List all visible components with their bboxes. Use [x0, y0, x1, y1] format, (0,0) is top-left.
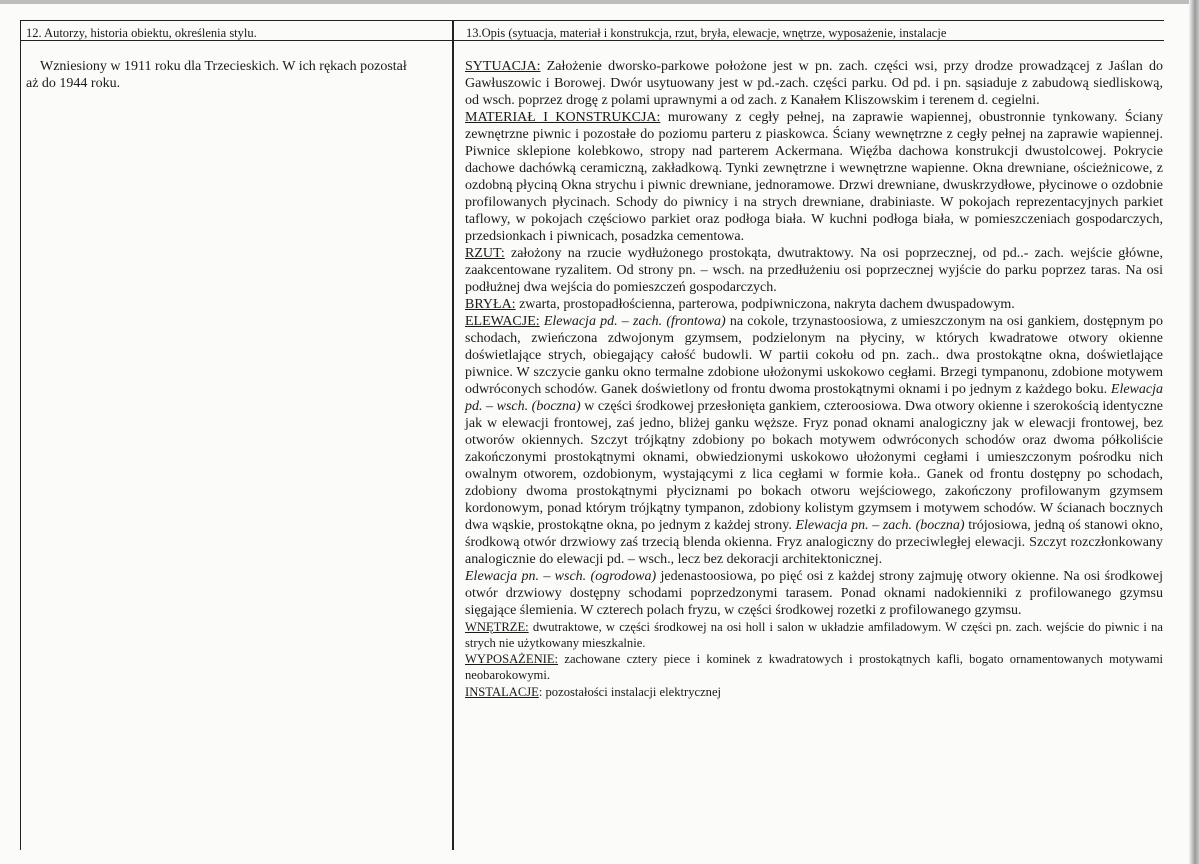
instalacje-text: : pozostałości instalacji elektrycznej: [538, 685, 722, 699]
header-bottom-rule: [20, 40, 1164, 41]
instalacje-paragraph: [465, 684, 1163, 700]
rzut-label: RZUT:: [465, 246, 505, 261]
elewacje-label: ELEWACJE:: [465, 314, 540, 329]
elewacja-side2-title: Elewacja pn. – zach. (boczna): [791, 518, 965, 533]
elewacja-side-title: Elewacja pd. – wsch. (boczna): [465, 382, 1163, 414]
bryla-label: BRYŁA:: [465, 297, 516, 312]
elewacja-garden-title: Elewacja pn. – wsch. (ogrodowa): [465, 569, 657, 584]
wnetrze-paragraph: [465, 619, 1163, 651]
elewacja-garden-paragraph: [465, 568, 1163, 619]
elewacja-side2-text: trójosiowa, jedną oś stanowi okno, środkową otwór drzwiowy zaś trzecią blenda okienna. Fryz analogiczny do przeciwległej elewacji. Szczyt rozczłonkowany analogicznie do elewacji pd. – wsch., lecz bez dekoracji architektonicznej.: [465, 518, 1164, 567]
description-body: [465, 58, 1163, 700]
table-left-rule: [20, 20, 21, 850]
elewacja-side-text: w części środkowej przesłonięta gankiem, czteroosiowa. Dwa otwory okienne i szerokością identyczne jak w elewacji frontowej, zaś jedno, bliżej ganku węższe. Fryz ponad oknami analogiczny jak w elewacji frontowej, bez otworów okiennych. Szczyt trójkątny zdobiony po bokach motywem odwróconych schodów oraz dwoma półkoliście zakończonymi prostokątnymi oknami, obwiedzionymi uskokowo ułożonymi cegłami i umieszczonym pośrodku nich owalnym otworem, ozdobionym, wystającymi z lica cegłami w formie koła.. Ganek od frontu dostępny po schodach, zdobiony dwoma prostokątnymi płyciznami po bokach otworu wejściowego, zakończony profilowanym gzymsem kordonowym, ponad którym trójkątny tympanon, zdobiony kolistym gzymsem i motywem schodów. W ścianach bocznych dwa wąskie, prostokątne okna, po jednym z każdej strony.: [465, 399, 1163, 533]
sytuacja-text: Założenie dworsko-parkowe położone jest w pn. zach. części wsi, przy drodze prowadzącej z Jaślan do Gawłuszowic i Borowej. Dwór usytuowany jest w pd.-zach. części parku. Od pd. i pn. sąsiaduje z zabudową siedliskową, od wsch. poprzez drogę z polami uprawnymi a od zach. z Kanałem Kliszowskim i terenem d. cegielni.: [465, 59, 1163, 108]
column-divider-rule: [452, 20, 454, 850]
elewacje-paragraph: [465, 313, 1163, 568]
elewacja-front-text: na cokole, trzynastoosiowa, z umieszczonym na osi gankiem, dostępnym po schodach, zwieńczona zdwojonym gzymsem, podzielonym na płyciny, w których kwadratowe otwory okienne doświetlające strych, obiegający całość budowli. W partii cokołu od pn. zach.. dwa prostokątne okna, doświetlające piwnice. W szczycie ganku okno termalne zdobione ułożonymi uskokowo cegłami. Brzegi tympanonu, zdobione motywem odwróconych schodów. Ganek doświetlony od frontu dwoma prostokątnymi oknami i po jednym z każdego boku.: [465, 314, 1163, 397]
elewacja-garden-text: jedenastoosiowa, po pięć osi z każdej strony zajmuję otwory okienne. Na osi środkowej otwór drzwiowy dostępny schodami poprzedzonymi tarasem. Ponad oknami nadokienniki z profilowanego gzymsu sięgające ślemienia. W czterech polach fryzu, w części środkowej rozetki z profilowanego gzymsu.: [465, 569, 1163, 618]
wyposazenie-paragraph: [465, 651, 1163, 683]
wyposazenie-text: zachowane cztery piece i kominek z kwadratowych i prostokątnych kafli, bogato ornamentowanych motywami neobarokowymi.: [465, 652, 1163, 682]
material-label: MATERIAŁ I KONSTRUKCJA:: [465, 110, 661, 125]
rzut-paragraph: [465, 245, 1163, 296]
material-paragraph: [465, 109, 1163, 245]
elewacja-front-title: Elewacja pd. – zach. (frontowa): [539, 314, 726, 329]
instalacje-label: INSTALACJE: [465, 685, 539, 699]
rzut-text: założony na rzucie wydłużonego prostokąta, dwutraktowy. Na osi poprzecznej, od pd..- zach. wejście główne, zaakcentowane ryzalitem. Od strony pn. – wsch. na przedłużeniu osi poprzecznej wyjście do parku poprzez taras. Na osi podłużnej dwa wejścia do pomieszczeń gospodarczych.: [465, 246, 1163, 295]
bryla-paragraph: [465, 296, 1163, 313]
left-column-header: 12. Autorzy, historia obiektu, określenia stylu.: [26, 26, 257, 40]
scan-edge-right: [1189, 0, 1199, 864]
sytuacja-paragraph: [465, 58, 1163, 109]
material-text: murowany z cegły pełnej, na zaprawie wapiennej, obustronnie tynkowany. Ściany zewnętrzne piwnic i pozostałe do poziomu parteru z piaskowca. Ściany wewnętrzne z cegły pełnej na zaprawie wapiennej. Piwnice sklepione kolebkowo, stropy nad parterem Ackermana. Więźba dachowa konstrukcji dwustolcowej. Pokrycie dachowe dachówką ceramiczną, zakładkową. Tynki zewnętrzne i wewnętrzne wapienne. Okna drewniane, ościeżnicowe, z ozdobną płyciną Okna strychu i piwnic drewniane, jednoramowe. Drzwi drewniane, dwuskrzydłowe, płycinowe o ozdobnie profilowanych płycinach. Schody do piwnicy i na strych drewniane, drabiniaste. W pokojach reprezentacyjnych parkiet taflowy, w pokojach częściowo parkiet oraz podłoga biała. W kuchni podłoga biała, w pomieszczeniach gospodarczych, przedsionkach i piwnicach, posadzka cementowa.: [465, 110, 1164, 244]
wnetrze-text: dwutraktowe, w części środkowej na osi holl i salon w układzie amfiladowym. W części pn. zach. wejście do piwnic i na strych nie użytkowany mieszkalnie.: [465, 620, 1163, 650]
bryla-text: zwarta, prostopadłościenna, parterowa, podpiwniczona, nakryta dachem dwuspadowym.: [515, 297, 1015, 312]
wnetrze-label: WNĘTRZE:: [465, 620, 529, 634]
scan-edge-top: [0, 0, 1199, 4]
history-text: Wzniesiony w 1911 roku dla Trzecieskich. W ich rękach pozostał aż do 1944 roku.: [26, 59, 407, 91]
wyposazenie-label: WYPOSAŻENIE:: [465, 652, 559, 666]
table-top-rule: [20, 20, 1164, 21]
right-column-header: 13.Opis (sytuacja, materiał i konstrukcja, rzut, bryła, elewacje, wnętrze, wyposażenie, instalacje: [466, 26, 947, 40]
sytuacja-label: SYTUACJA:: [465, 59, 541, 74]
